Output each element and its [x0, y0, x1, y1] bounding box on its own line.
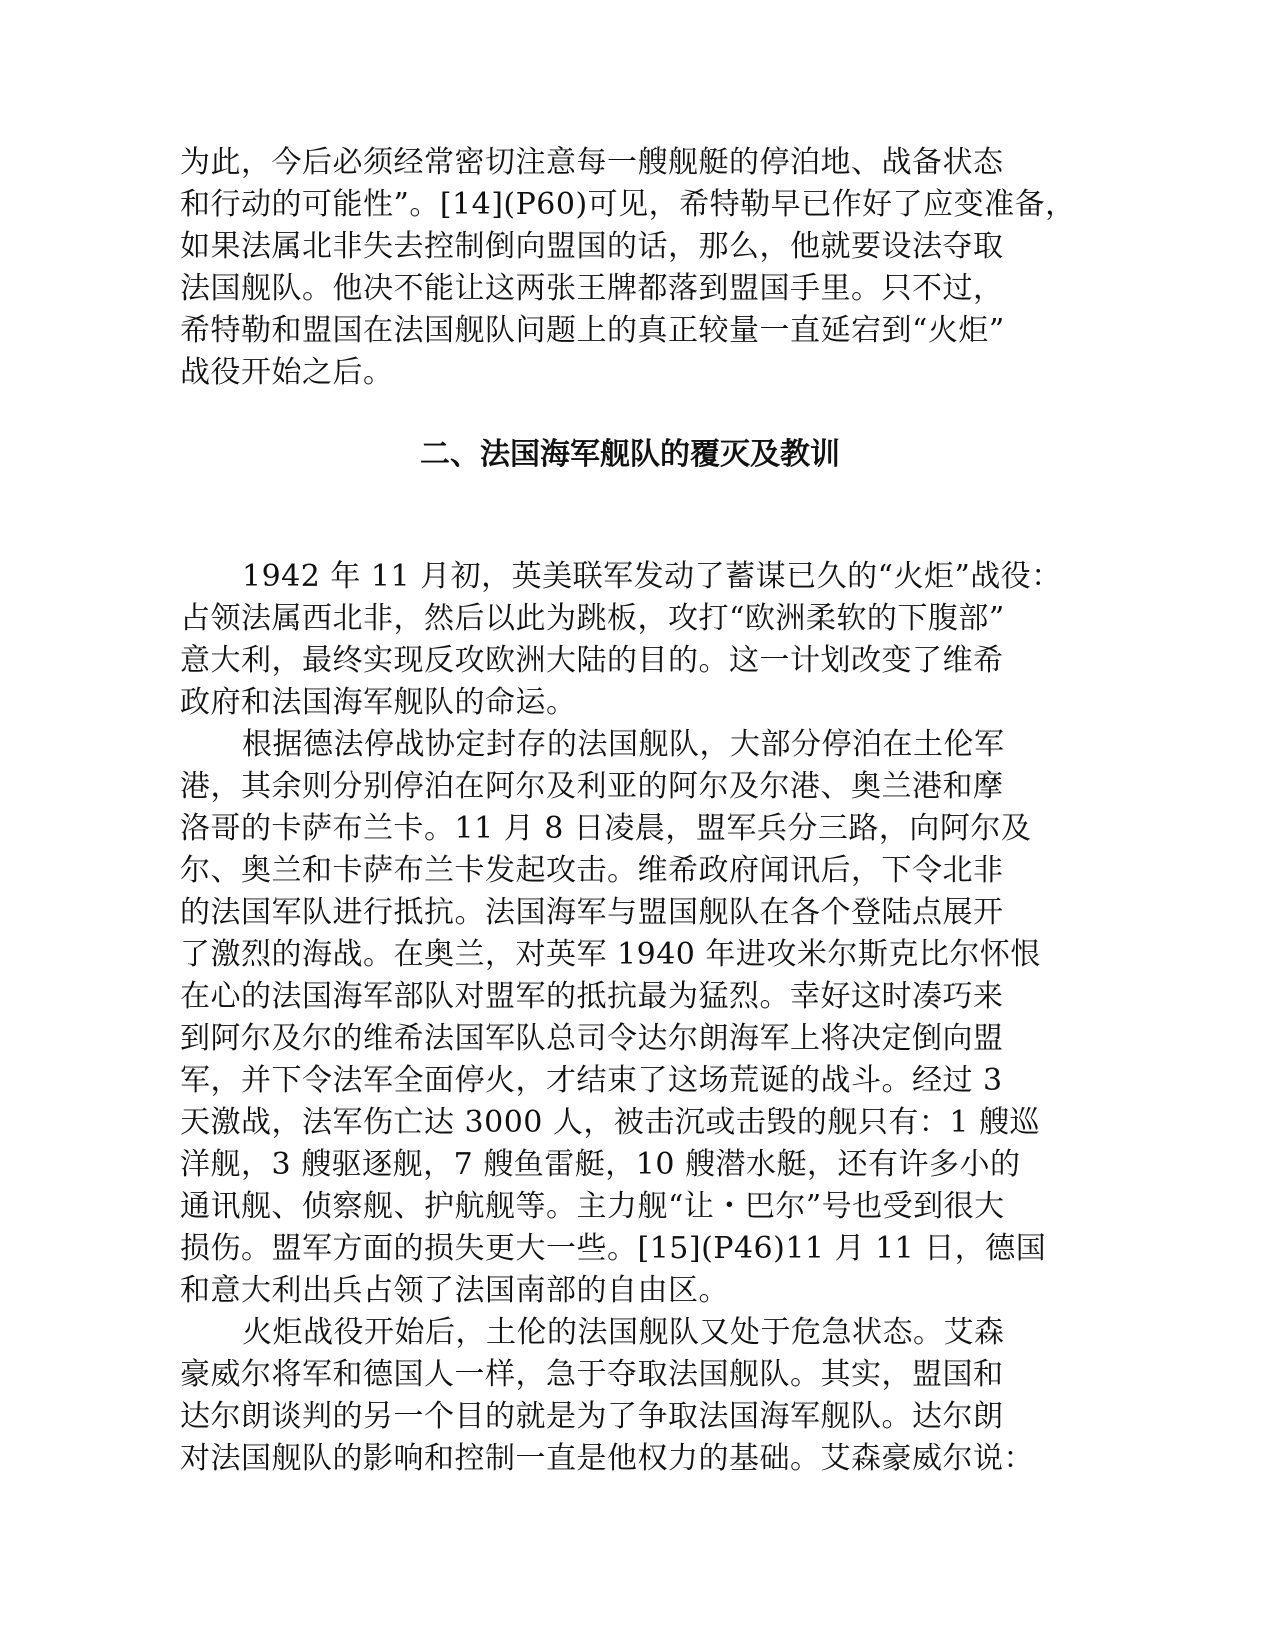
- text-line: 政府和法国海军舰队的命运。: [180, 685, 577, 720]
- document-page: [180, 142, 1080, 1480]
- text-line: 军，并下令法军全面停火，才结束了这场荒诞的战斗。经过 3: [180, 1063, 1003, 1098]
- text-line: 豪威尔将军和德国人一样，急于夺取法国舰队。其实，盟国和: [180, 1357, 1004, 1392]
- text-line: 港，其余则分别停泊在阿尔及利亚的阿尔及尔港、奥兰港和摩: [180, 769, 1004, 804]
- text-line: 洋舰，3 艘驱逐舰，7 艘鱼雷艇，10 艘潜水艇，还有许多小的: [180, 1147, 1021, 1182]
- text-line: 通讯舰、侦察舰、护航舰等。主力舰“让・巴尔”号也受到很大: [180, 1189, 1005, 1224]
- text-line: 的法国军队进行抵抗。法国海军与盟国舰队在各个登陆点展开: [180, 895, 1004, 930]
- text-line: 1942 年 11 月初，英美联军发动了蓄谋已久的“火炬”战役：: [242, 559, 1062, 594]
- text-line: 和行动的可能性”。[14](P60)可见，希特勒早已作好了应变准备，: [180, 187, 1076, 222]
- text-line: 在心的法国海军部队对盟军的抵抗最为猛烈。幸好这时凑巧来: [180, 979, 1004, 1014]
- text-line: 了激烈的海战。在奥兰，对英军 1940 年进攻米尔斯克比尔怀恨: [180, 937, 1041, 972]
- text-line: 天激战，法军伤亡达 3000 人，被击沉或击毁的舰只有：1 艘巡: [180, 1105, 1041, 1140]
- text-line: 火炬战役开始后，土伦的法国舰队又处于危急状态。艾森: [242, 1315, 1005, 1350]
- text-line: 法国舰队。他决不能让这两张王牌都落到盟国手里。只不过，: [180, 271, 1004, 306]
- paragraph-2: [180, 724, 1080, 1312]
- paragraph-3: [180, 1312, 1080, 1480]
- text-line: 战役开始之后。: [180, 355, 394, 390]
- text-line: 达尔朗谈判的另一个目的就是为了争取法国海军舰队。达尔朗: [180, 1399, 1004, 1434]
- paragraph-1: [180, 556, 1080, 724]
- text-line: 意大利，最终实现反攻欧洲大陆的目的。这一计划改变了维希: [180, 643, 1004, 678]
- text-line: 如果法属北非失去控制倒向盟国的话，那么，他就要设法夺取: [180, 229, 1004, 264]
- text-line: 和意大利出兵占领了法国南部的自由区。: [180, 1273, 729, 1308]
- text-line: 洛哥的卡萨布兰卡。11 月 8 日凌晨，盟军兵分三路，向阿尔及: [180, 811, 1032, 846]
- text-line: 为此，今后必须经常密切注意每一艘舰艇的停泊地、战备状态: [180, 145, 1004, 180]
- text-line: 希特勒和盟国在法国舰队问题上的真正较量一直延宕到“火炬”: [180, 313, 1005, 348]
- text-line: 根据德法停战协定封存的法国舰队，大部分停泊在土伦军: [242, 727, 1005, 762]
- text-line: 占领法属西北非，然后以此为跳板，攻打“欧洲柔软的下腹部”: [180, 601, 1005, 636]
- text-line: 尔、奥兰和卡萨布兰卡发起攻击。维希政府闻讯后，下令北非: [180, 853, 1004, 888]
- section-heading: 二、法国海军舰队的覆灭及教训: [420, 437, 840, 472]
- paragraph-continued: [180, 142, 1080, 394]
- text-line: 到阿尔及尔的维希法国军队总司令达尔朗海军上将决定倒向盟: [180, 1021, 1004, 1056]
- text-line: 对法国舰队的影响和控制一直是他权力的基础。艾森豪威尔说：: [180, 1441, 1034, 1476]
- text-line: 损伤。盟军方面的损失更大一些。[15](P46)11 月 11 日，德国: [180, 1231, 1047, 1266]
